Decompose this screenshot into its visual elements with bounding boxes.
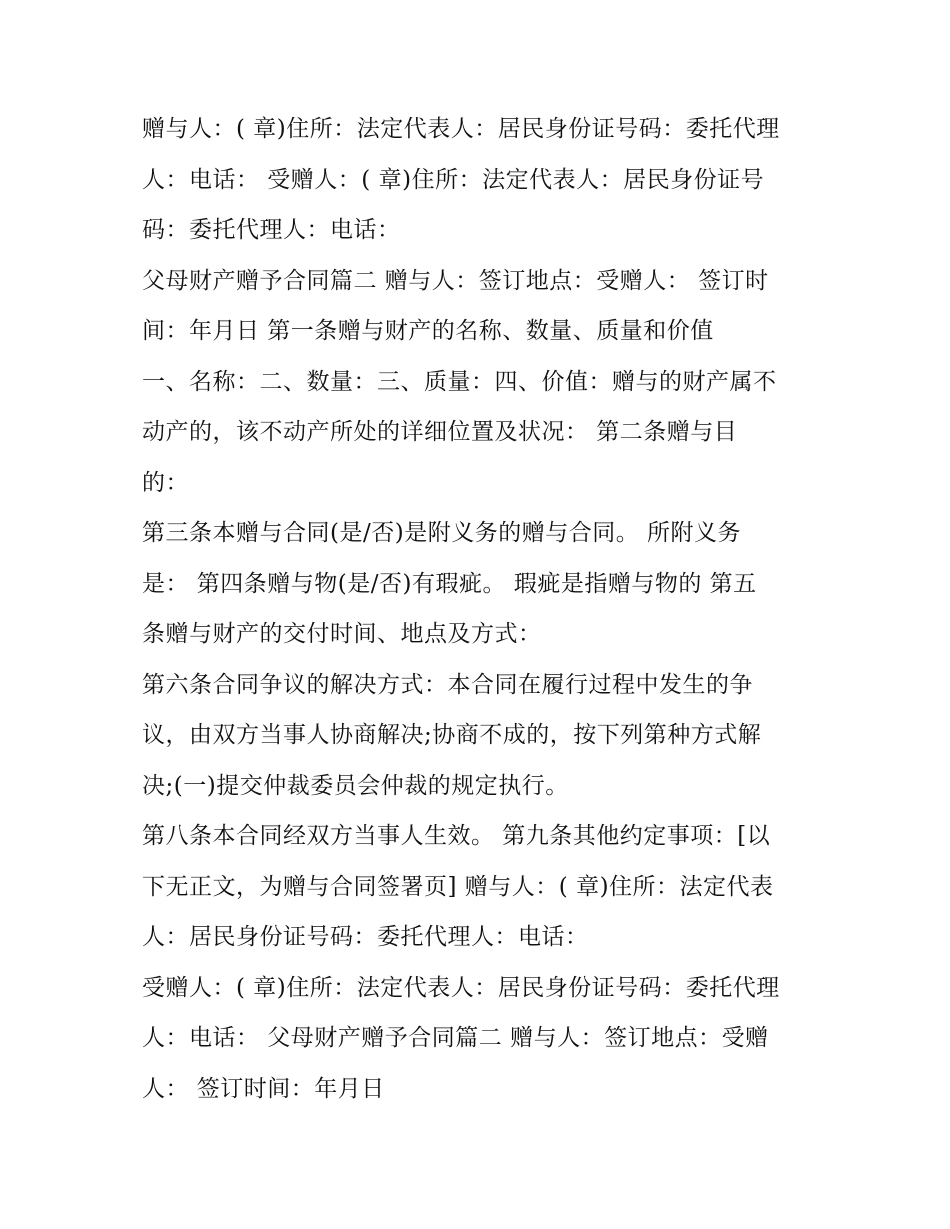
paragraph-donee-party-info	[142, 969, 822, 1121]
paragraph-article-six	[142, 666, 822, 818]
paragraph-donor-party-info	[142, 110, 822, 262]
text-line: 下无正文，为赠与合同签署页] 赠与人：( 章)住所：法定代表	[142, 873, 774, 900]
text-line: 人：居民身份证号码：委托代理人：电话：	[142, 924, 589, 950]
text-line: 的：	[142, 469, 189, 496]
paragraph-article-eight	[142, 817, 822, 969]
text-line: 间：年月日 第一条赠与财产的名称、数量、质量和价值	[142, 318, 714, 344]
text-line: 是： 第四条赠与物(是/否)有瑕疵。 瑕疵是指赠与物的 第五	[142, 570, 757, 597]
paragraph-contract-heading	[142, 262, 822, 363]
text-line: 一、名称：二、数量：三、质量：四、价值：赠与的财产属不	[142, 368, 777, 395]
text-line: 第八条本合同经双方当事人生效。 第九条其他约定事项：[以	[142, 823, 771, 849]
text-line: 第三条本赠与合同(是/否)是附义务的赠与合同。 所附义务	[142, 520, 742, 546]
text-line: 动产的，该不动产所处的详细位置及状况： 第二条赠与目	[142, 419, 738, 445]
text-line: 人：电话： 父母财产赠予合同篇二 赠与人：签订地点：受赠	[142, 1025, 769, 1051]
document-body	[142, 110, 822, 1120]
text-line: 人：电话： 受赠人：( 章)住所：法定代表人：居民身份证号	[142, 166, 765, 193]
text-line: 受赠人：( 章)住所：法定代表人：居民身份证号码：委托代理	[142, 974, 780, 1001]
text-line: 条赠与财产的交付时间、地点及方式：	[142, 621, 542, 647]
paragraph-property-details	[142, 363, 822, 515]
text-line: 决;(一)提交仲裁委员会仲裁的规定执行。	[142, 772, 569, 799]
text-line: 父母财产赠予合同篇二 赠与人：签订地点：受赠人： 签订时	[142, 267, 769, 294]
text-line: 码：委托代理人：电话：	[142, 217, 401, 243]
text-line: 人： 签订时间：年月日	[142, 1075, 385, 1102]
paragraph-article-three	[142, 514, 822, 666]
text-line: 议，由双方当事人协商解决;协商不成的，按下列第种方式解	[142, 722, 762, 748]
text-line: 赠与人：( 章)住所：法定代表人：居民身份证号码：委托代理	[142, 116, 780, 142]
text-line: 第六条合同争议的解决方式：本合同在履行过程中发生的争	[142, 671, 753, 698]
